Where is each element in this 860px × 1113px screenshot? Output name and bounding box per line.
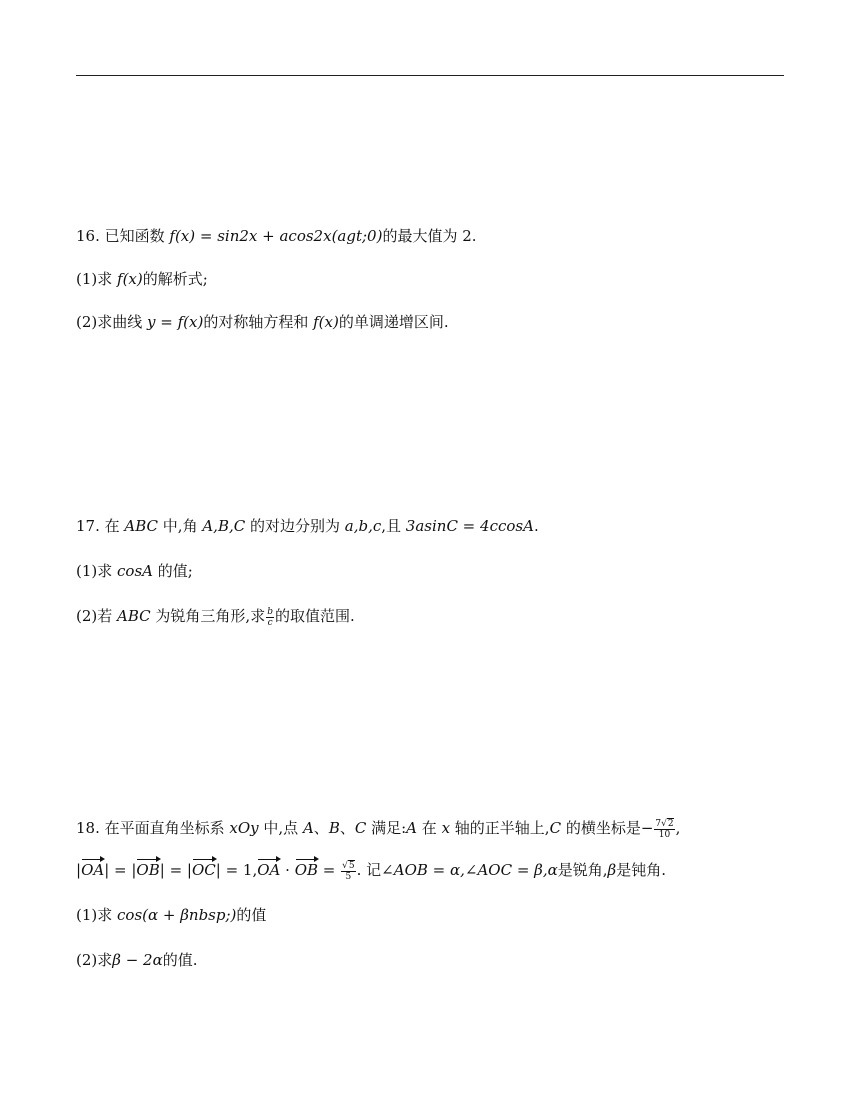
q18-part1 bbox=[76, 905, 266, 925]
q18-vector-oa: OA bbox=[81, 861, 105, 879]
q17-part2-suffix: 的取值范围. bbox=[274, 607, 355, 625]
q16-title bbox=[76, 226, 477, 246]
q18-part1-prefix: (1)求 bbox=[76, 906, 118, 924]
q18-dot-product-fraction bbox=[341, 860, 355, 882]
q16-part2-prefix: (2)求曲线 bbox=[76, 313, 148, 331]
q16-title-suffix: 的最大值为 2. bbox=[382, 227, 477, 245]
q18-title-mid4: 轴的正半轴上, bbox=[450, 819, 550, 837]
q18-point-c2: C bbox=[549, 819, 562, 837]
q18-title-mid5: 的横坐标是 bbox=[561, 819, 641, 837]
q18-dot-operator: · bbox=[280, 861, 295, 879]
q18-angle-definitions: ∠AOB = α,∠AOC = β,α bbox=[381, 861, 558, 879]
q18-vector-oa-dot: OA bbox=[257, 861, 281, 879]
q18-part2-math: β − 2α bbox=[112, 951, 163, 969]
q18-part1-suffix: 的值 bbox=[236, 906, 267, 924]
q17-title-suffix: . bbox=[533, 517, 539, 535]
q16-part1-suffix: 的解析式; bbox=[142, 270, 208, 288]
q16-part1 bbox=[76, 269, 208, 289]
q18-title-suffix: , bbox=[675, 819, 681, 837]
header-rule bbox=[76, 75, 784, 76]
q18-equals: = bbox=[318, 861, 341, 879]
q16-part2 bbox=[76, 312, 449, 332]
q18-vector-oc: OC bbox=[191, 861, 216, 879]
q18-part1-math: cos(α + βnbsp;) bbox=[117, 906, 237, 924]
q18-title bbox=[76, 818, 680, 840]
q17-ratio-denominator: c bbox=[267, 617, 273, 628]
q18-sep2: 、 bbox=[339, 819, 355, 837]
q18-comma: , bbox=[252, 861, 258, 879]
q17-sides: a,b,c bbox=[344, 517, 382, 535]
q18-norm-value: = 1 bbox=[220, 861, 253, 879]
q18-fraction-numerator: 7√2 bbox=[655, 819, 674, 829]
q18-title-mid3: 在 bbox=[417, 819, 442, 837]
q17-angles: A,B,C bbox=[202, 517, 246, 535]
q17-part1-math: cosA bbox=[117, 562, 153, 580]
q17-ratio-fraction bbox=[266, 607, 274, 628]
q16-part2-mid: 的对称轴方程和 bbox=[203, 313, 314, 331]
q18-conditions: |OA| = |OB| = |OC| = 1,OA · OB = $\frac{√5}{5}$ . 记∠AOB = α,∠AOC = β,α是锐角,β是钝角. bbox=[76, 861, 666, 882]
q17-title-mid2: 的对边分别为 bbox=[245, 517, 345, 535]
q17-part1 bbox=[76, 561, 193, 581]
q16-part2-math1: y = f(x) bbox=[147, 313, 204, 331]
q18-part2-suffix: 的值. bbox=[162, 951, 198, 969]
q17-part2-math: ABC bbox=[117, 607, 151, 625]
q17-title bbox=[76, 516, 539, 536]
q18-coordinate-system: xOy bbox=[229, 819, 259, 837]
q18-title-mid2: 满足: bbox=[366, 819, 407, 837]
q18-dot-numerator: √5 bbox=[342, 861, 355, 871]
q18-sep1: 、 bbox=[313, 819, 329, 837]
q17-part2 bbox=[76, 606, 355, 628]
q18-x-axis: x bbox=[441, 819, 451, 837]
q16-part1-math: f(x) bbox=[117, 270, 143, 288]
q17-equation: 3asinC = 4ccosA bbox=[405, 517, 534, 535]
q18-x-coordinate-fraction bbox=[654, 818, 674, 840]
q18-point-b: B bbox=[328, 819, 340, 837]
q18-beta: β bbox=[607, 861, 617, 879]
q17-title-mid3: ,且 bbox=[381, 517, 406, 535]
q16-part2-suffix: 的单调递增区间. bbox=[338, 313, 449, 331]
q18-conditions-mid: . 记 bbox=[356, 861, 382, 879]
q16-title-prefix: 16. 已知函数 bbox=[76, 227, 170, 245]
q18-minus-sign: − bbox=[640, 819, 654, 837]
q18-dot-radicand: 5 bbox=[348, 861, 355, 871]
q18-title-mid1: 中,点 bbox=[258, 819, 303, 837]
q18-vector-ob-dot: OB bbox=[294, 861, 319, 879]
q18-numerator-radicand: 2 bbox=[667, 819, 674, 829]
q17-part1-prefix: (1)求 bbox=[76, 562, 118, 580]
q17-title-mid1: 中,角 bbox=[158, 517, 203, 535]
q18-title-prefix: 18. 在平面直角坐标系 bbox=[76, 819, 230, 837]
q17-part2-mid: 为锐角三角形,求 bbox=[150, 607, 266, 625]
q18-conditions-suffix: 是钝角. bbox=[616, 861, 666, 879]
q18-part2-prefix: (2)求 bbox=[76, 951, 113, 969]
q18-point-a2: A bbox=[406, 819, 418, 837]
q16-part2-math2: f(x) bbox=[313, 313, 339, 331]
q18-dot-denominator: 5 bbox=[345, 872, 352, 882]
q18-part2 bbox=[76, 950, 197, 970]
q18-point-a: A bbox=[302, 819, 314, 837]
q18-vector-ob: OB bbox=[136, 861, 160, 879]
q18-fraction-denominator: 10 bbox=[658, 830, 671, 840]
q17-part1-suffix: 的值; bbox=[153, 562, 193, 580]
q18-numerator-coefficient: 7 bbox=[655, 819, 662, 829]
q17-part2-prefix: (2)若 bbox=[76, 607, 118, 625]
q18-point-c: C bbox=[354, 819, 367, 837]
q18-conditions-mid2: 是锐角, bbox=[557, 861, 608, 879]
q16-function-def: f(x) = sin2x + acos2x(agt;0) bbox=[169, 227, 383, 245]
q17-ratio-numerator: b bbox=[267, 606, 273, 617]
q17-triangle: ABC bbox=[124, 517, 159, 535]
q17-title-prefix: 17. 在 bbox=[76, 517, 125, 535]
q16-part1-prefix: (1)求 bbox=[76, 270, 118, 288]
